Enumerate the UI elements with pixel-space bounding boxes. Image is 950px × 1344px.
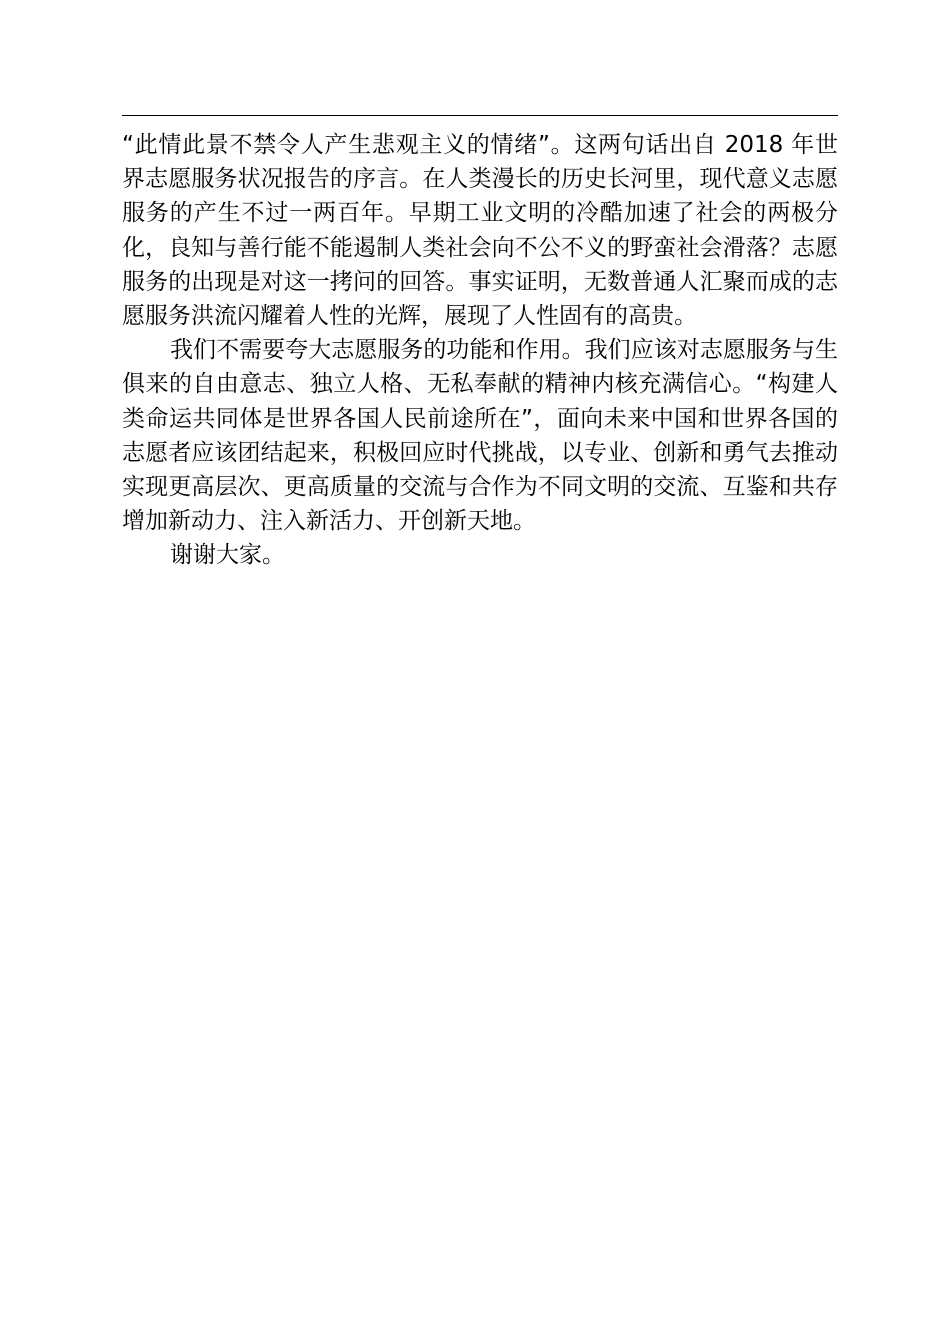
paragraph-3: 谢谢大家。: [170, 542, 285, 569]
paragraph-1: “此情此景不禁令人产生悲观主义的情绪”。这两句话出自 2018 年世界志愿服务状况报告的序言。在人类漫长的历史长河里，现代意义志愿服务的产生不过一两百年。早期工业文明的冷酷加速了社会的两极分化，良知与善行能不能遏制人类社会向不公不义的野蛮社会滑落？志愿服务的出现是对这一拷问的回答。事实证明，无数普通人汇聚而成的志愿服务洪流闪耀着人性的光辉，展现了人性固有的高贵。: [122, 132, 838, 330]
body-text: [122, 128, 838, 573]
header-rule: [122, 115, 838, 116]
paragraph-2: 我们不需要夸大志愿服务的功能和作用。我们应该对志愿服务与生俱来的自由意志、独立人格、无私奉献的精神内核充满信心。“构建人类命运共同体是世界各国人民前途所在”，面向未来中国和世界各国的志愿者应该团结起来，积极回应时代挑战，以专业、创新和勇气去推动实现更高层次、更高质量的交流与合作为不同文明的交流、互鉴和共存增加新动力、注入新活力、开创新天地。: [122, 337, 838, 535]
